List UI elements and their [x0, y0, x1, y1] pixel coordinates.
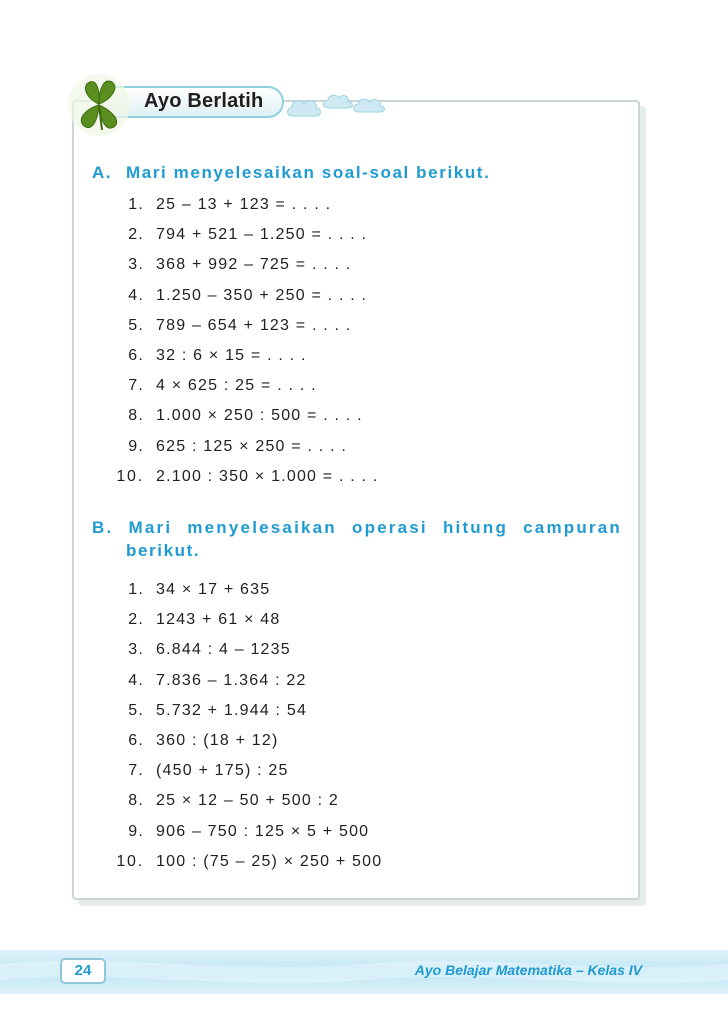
list-item	[110, 468, 379, 498]
list-item	[110, 702, 382, 732]
item-number: 6.	[128, 731, 144, 749]
item-number: 8.	[128, 792, 144, 810]
list-item	[110, 732, 382, 762]
item-number: 9.	[128, 822, 144, 840]
list-item	[110, 287, 379, 317]
section-b-title-word: operasi	[351, 518, 428, 537]
item-number: 7.	[128, 377, 144, 395]
item-expression: 794 + 521 – 1.250 = . . . .	[156, 226, 368, 244]
list-item	[110, 581, 382, 611]
cloud-icon	[284, 86, 394, 126]
item-expression: 2.100 : 350 × 1.000 = . . . .	[156, 467, 379, 485]
item-expression: 6.844 : 4 – 1235	[156, 641, 291, 659]
section-b-title-word: Mari	[128, 518, 173, 537]
item-expression: 25 – 13 + 123 = . . . .	[156, 196, 332, 213]
section-b-list	[110, 581, 382, 883]
page-number: 24	[60, 958, 106, 984]
item-number: 10.	[116, 852, 144, 870]
item-number: 3.	[128, 641, 144, 659]
section-a-title	[92, 163, 490, 183]
book-title-footer: Ayo Belajar Matematika – Kelas IV	[414, 962, 642, 978]
item-number: 2.	[128, 226, 144, 244]
list-item	[110, 611, 382, 641]
item-expression: (450 + 175) : 25	[156, 762, 289, 780]
item-number: 6.	[128, 346, 144, 364]
list-item	[110, 792, 382, 822]
item-expression: 7.836 – 1.364 : 22	[156, 671, 307, 689]
item-expression: 1.000 × 250 : 500 = . . . .	[156, 407, 363, 425]
clover-icon	[66, 72, 132, 138]
section-b-title-word: menyelesaikan	[187, 518, 337, 537]
item-expression: 368 + 992 – 725 = . . . .	[156, 256, 352, 274]
list-item	[110, 377, 379, 407]
item-number: 8.	[128, 407, 144, 425]
list-item	[110, 196, 379, 226]
item-expression: 1243 + 61 × 48	[156, 611, 281, 629]
list-item	[110, 256, 379, 286]
list-item	[110, 641, 382, 671]
item-number: 5.	[128, 316, 144, 334]
list-item	[110, 317, 379, 347]
item-expression: 625 : 125 × 250 = . . . .	[156, 437, 348, 455]
list-item	[110, 853, 382, 883]
section-b-letter: B.	[92, 518, 114, 537]
item-number: 1.	[128, 196, 144, 213]
list-item	[110, 407, 379, 437]
list-item	[110, 762, 382, 792]
item-number: 5.	[128, 701, 144, 719]
section-a-instruction: Mari menyelesaikan soal-soal berikut.	[126, 163, 491, 182]
section-a-list	[110, 196, 379, 498]
section-b-title-word: hitung	[442, 518, 509, 537]
item-expression: 360 : (18 + 12)	[156, 731, 279, 749]
item-number: 4.	[128, 286, 144, 304]
list-item	[110, 672, 382, 702]
item-number: 9.	[128, 437, 144, 455]
item-number: 4.	[128, 671, 144, 689]
list-item	[110, 226, 379, 256]
item-expression: 25 × 12 – 50 + 500 : 2	[156, 792, 339, 810]
item-expression: 5.732 + 1.944 : 54	[156, 701, 308, 719]
item-expression: 906 – 750 : 125 × 5 + 500	[156, 822, 370, 840]
section-b-title-word: campuran	[523, 518, 622, 537]
list-item	[110, 823, 382, 853]
item-expression: 4 × 625 : 25 = . . . .	[156, 377, 317, 395]
item-expression: 32 : 6 × 15 = . . . .	[156, 346, 307, 364]
item-expression: 1.250 – 350 + 250 = . . . .	[156, 286, 368, 304]
item-number: 1.	[128, 581, 144, 598]
item-number: 2.	[128, 611, 144, 629]
section-a-letter: A.	[92, 163, 113, 182]
list-item	[110, 438, 379, 468]
item-expression: 100 : (75 – 25) × 250 + 500	[156, 852, 383, 870]
list-item	[110, 347, 379, 377]
item-number: 3.	[128, 256, 144, 274]
item-number: 10.	[116, 467, 144, 485]
item-number: 7.	[128, 762, 144, 780]
section-b-title	[92, 518, 622, 561]
section-header-title: Ayo Berlatih	[144, 90, 264, 112]
item-expression: 789 – 654 + 123 = . . . .	[156, 316, 352, 334]
item-expression: 34 × 17 + 635	[156, 581, 271, 598]
section-b-instruction-line2: berikut.	[126, 541, 201, 560]
